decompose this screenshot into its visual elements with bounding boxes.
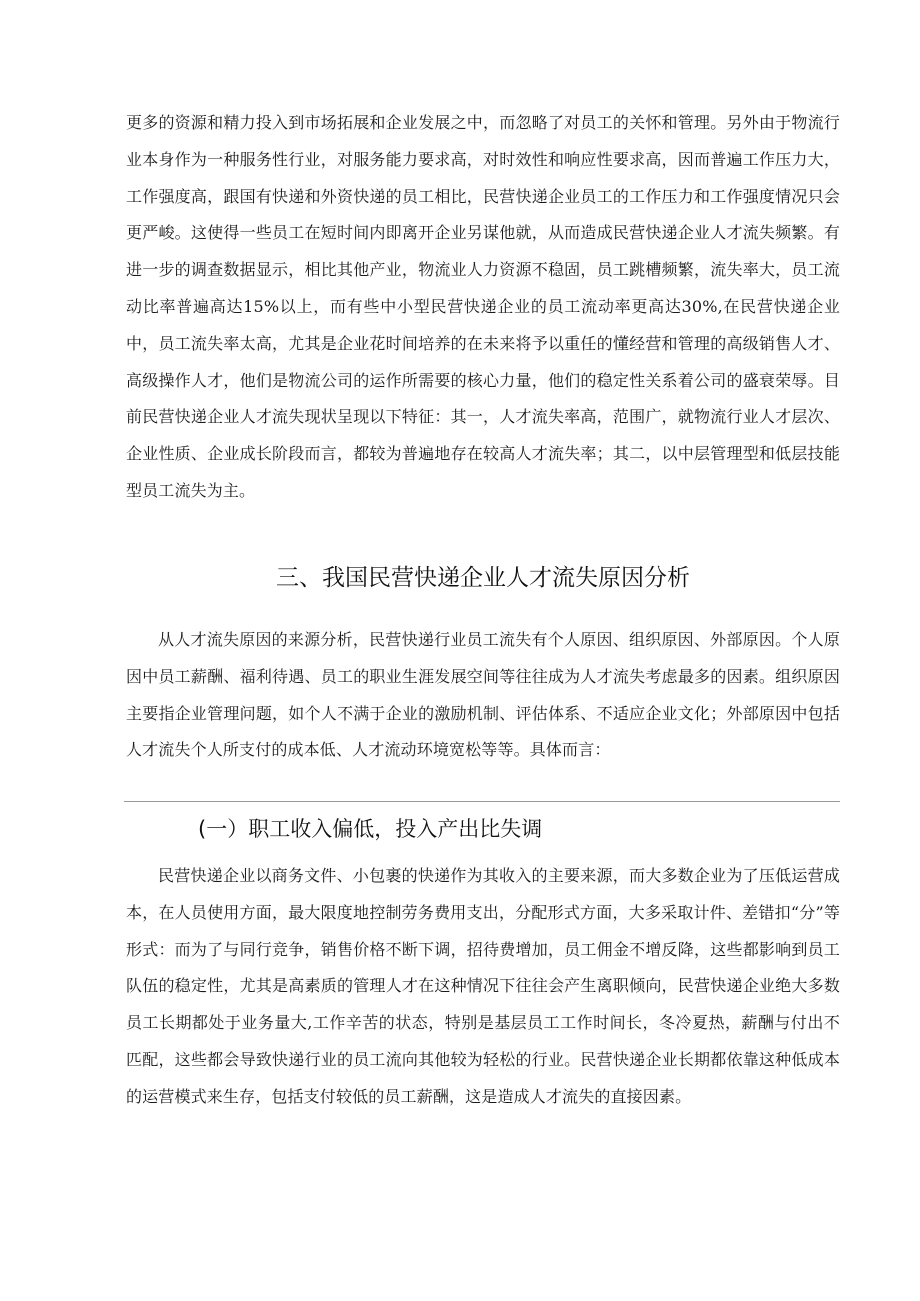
horizontal-divider (124, 801, 840, 802)
section-heading: 三、我国民营快递企业人才流失原因分析 (276, 565, 690, 591)
paragraph-continued: 更多的资源和精力投入到市场拓展和企业发展之中，而忽略了对员工的关怀和管理。另外由于物流行业本身作为一种服务性行业，对服务能力要求高，对时效性和响应性要求高，因而普遍工作压力大，工作强度高，跟国有快递和外资快递的员工相比，民营快递企业员工的工作压力和工作强度情况只会更严峻。这使得一些员工在短时间内即离开企业另谋他就，从而造成民营快递企业人才流失频繁。有进一步的调查数据显示，相比其他产业，物流业人力资源不稳固，员工跳槽频繁，流失率大，员工流动比率普遍高达15%以上，而有些中小型民营快递企业的员工流动率更高达30%,在民营快递企业中，员工流失率太高，尤其是企业花时间培养的在未来将予以重任的懂经营和管理的高级销售人才、高级操作人才，他们是物流公司的运作所需要的核心力量，他们的稳定性关系着公司的盛衰荣辱。目前民营快递企业人才流失现状呈现以下特征：其一，人才流失率高，范围广，就物流行业人才层次、企业性质、企业成长阶段而言，都较为普遍地存在较高人才流失率；其二，以中层管理型和低层技能型员工流失为主。 (126, 113, 840, 500)
subsection-heading: (一）职工收入偏低，投入产出比失调 (198, 817, 543, 841)
paragraph-low-income: 民营快递企业以商务文件、小包裹的快递作为其收入的主要来源，而大多数企业为了压低运营成本，在人员使用方面，最大限度地控制劳务费用支出，分配形式方面，大多采取计件、差错扣“分”等形式：而为了与同行竞争，销售价格不断下调，招待费增加，员工佣金不增反降，这些都影响到员工队伍的稳定性，尤其是高素质的管理人才在这种情况下往往会产生离职倾向，民营快递企业绝大多数员工长期都处于业务量大,工作辛苦的状态，特别是基层员工工作时间长，冬冷夏热，薪酬与付出不匹配，这些都会导致快递行业的员工流向其他较为轻松的行业。民营快递企业长期都依靠这种低成本的运营模式来生存，包括支付较低的员工薪酬，这是造成人才流失的直接因素。 (126, 866, 840, 1106)
paragraph-causes-overview: 从人才流失原因的来源分析，民营快递行业员工流失有个人原因、组织原因、外部原因。个人原因中员工薪酬、福利待遇、员工的职业生涯发展空间等往往成为人才流失考虑最多的因素。组织原因主要指企业管理问题，如个人不满于企业的激励机制、评估体系、不适应企业文化；外部原因中包括人才流失个人所支付的成本低、人才流动环境宽松等等。具体而言： (126, 630, 840, 760)
